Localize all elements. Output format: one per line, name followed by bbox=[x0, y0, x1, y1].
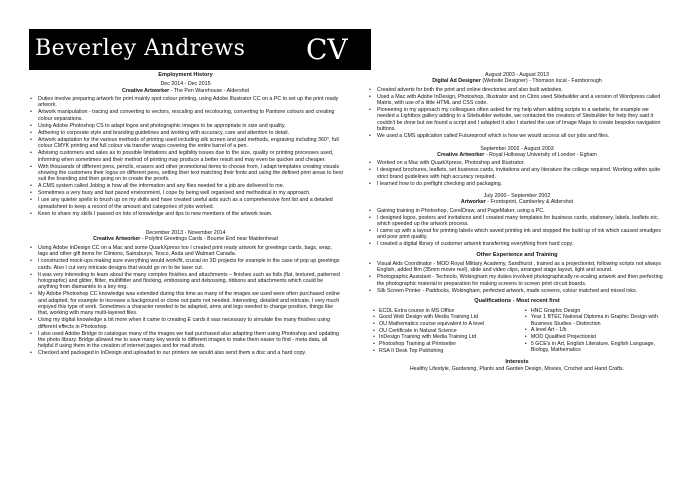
right-column bbox=[367, 72, 667, 372]
list-item: • Artwork manipulation - tracing and converting to vectors, rescaling and recolouring, converting to Pantone colours and creating colour separations. bbox=[38, 109, 343, 122]
list-item: • Photoshop Training at Printsetter bbox=[379, 341, 525, 347]
list-item: • I designed logos, posters and invitations and I created many templates for business cards, stationery, labels, leaflets etc. which speeded up the artwork process. bbox=[377, 215, 667, 228]
list-item: • Adhering to corporate style and branding guidelines and working with accuracy, care and attention to detail. bbox=[38, 130, 343, 136]
qualifications-left bbox=[373, 308, 525, 355]
other-experience-list bbox=[367, 261, 667, 294]
list-item: • We used a CMS application called Futureproof which is how we would access all our jobs and files. bbox=[377, 133, 667, 139]
job-duties bbox=[367, 208, 667, 248]
job-entry bbox=[28, 230, 343, 357]
list-item: • With thousands of different pens, pencils, erasers and other promotional items to choose from, I adapt templates creating visuals showing the customers their logos on different pens, setting their text matching their fonts and using the defined print areas to best suit the branding and then going on to create the proofs. bbox=[38, 164, 343, 183]
job-date: December 2013 - November 2014 bbox=[145, 230, 226, 237]
job-role: Artworker bbox=[460, 199, 486, 206]
qualifications-heading: Qualifications - Most recent first bbox=[474, 298, 560, 305]
list-item: • Silk Screen Printer - Paddocks, Wokingham, perfected artwork, made screens, colour matched and mixed inks. bbox=[377, 288, 667, 294]
job-date: July 2000 - September 2002 bbox=[483, 192, 551, 199]
job-entry bbox=[367, 72, 667, 140]
list-item: • I use any quieter spells to brush up on my skills and have created useful aids such as a comprehensive font list and a detailed spreadsheet to keep a record of the amount and categories of jobs worked. bbox=[38, 197, 343, 210]
interests-text: Healthy Lifestyle, Gardening, Plants and Garden Design, Movies, Crochet and Hand Crafts. bbox=[409, 366, 625, 373]
list-item: • Created adverts for both the print and online directories and also built websites. bbox=[377, 87, 667, 93]
left-column bbox=[28, 72, 343, 361]
list-item: • I constructed mock-ups making sure everything would work/fit, crucial on 3D projects for example in the case of pop up greetings cards. Also I cut very intricate designs that would go on to be laser cut. bbox=[38, 258, 343, 271]
list-item: • Year 1 BTEC National Diploma in Graphic Design with Business Studies - Distinction bbox=[531, 314, 667, 327]
job-role: Creative Artworker bbox=[437, 151, 485, 158]
job-date: Dec 2014 - Dec 2015 bbox=[160, 81, 211, 88]
job-role: Creative Artworker bbox=[93, 236, 141, 243]
list-item: • 5 GCE's in Art, English Literature, English Language, Biology, Mathematics bbox=[531, 341, 667, 354]
list-item: • Good Web Design with Media Training Ltd bbox=[379, 314, 525, 320]
job-duties bbox=[367, 160, 667, 187]
list-item: • Checked and packaged in InDesign and uploaded to our printers we would also send them a disc and a hard copy. bbox=[38, 350, 343, 356]
header-banner bbox=[29, 29, 371, 70]
list-item: • I also used Adobe Bridge to catalogue many of the images we had purchased also adapting them using Photoshop and updating the photo library. Bridge allowed me to save many key words to different images to make them easier to find - meta data, all helpful if using them in the creation of internet pages and for mail shots. bbox=[38, 331, 343, 350]
job-company: - Royal Holloway University of London - Egham bbox=[484, 151, 597, 158]
list-item: • Duties involve preparing artwork for print mainly spot colour printing, using Adobe Illustrator CC on a PC to set up the print ready artwork. bbox=[38, 96, 343, 109]
qualifications-list bbox=[367, 308, 667, 355]
list-item: • Used a Mac with Adobe InDesign, Photoshop, Illustrator and on Citrix used Sitebuilder and a version of Wordpress called Matrix, with use of a little HTML and CSS code. bbox=[377, 94, 667, 107]
qualifications-right bbox=[525, 308, 667, 355]
list-item: • I came up with a layout for printing labels which saved printing ink and stopped the build up of ink which caused smudges and poor print quality. bbox=[377, 228, 667, 241]
list-item: • Using my digital knowledge a bit more when it came to creating E cards it was necessary to simulate the many finishes using different effects in Photoshop. bbox=[38, 317, 343, 330]
list-item: • Keen to share my skills I passed on lots of knowledge and tips to new members of the artwork team. bbox=[38, 211, 343, 217]
list-item: • RSA II Desk Top Publishing bbox=[379, 348, 525, 354]
list-item: • I created a digital library of customer artwork transferring everything from hard copy. bbox=[377, 241, 667, 247]
list-item: • Using Adobe InDesign CC on a Mac and some QuarkXpress too I created print ready artwork for greetings cards, bags, wrap, tags and other gift items for Clintons, Sainsburys, Tesco, Asda and Walmart Canada. bbox=[38, 245, 343, 258]
job-date: September 2002 - August 2003 bbox=[480, 145, 554, 152]
job-duties bbox=[367, 87, 667, 140]
job-duties bbox=[28, 96, 343, 217]
job-company: - Polyfint Greetings Cards - Bourne End near Maidenhead bbox=[140, 236, 278, 243]
list-item: • OU Certificate in Natural Science bbox=[379, 328, 525, 334]
job-company: - Frontsprint, Camberley & Aldershot bbox=[485, 199, 574, 206]
list-item: • It was very interesting to learn about the many complex finishes and attachments – finishes such as foils (flat, textured, patterned holographic) and glitter, flitter, multiflitter and flocking, embossing and debossing, ribbons and attachments which could be anything from diamantés to a key ring. bbox=[38, 272, 343, 291]
job-duties bbox=[28, 245, 343, 357]
job-entry bbox=[367, 146, 667, 187]
list-item: • Worked on a Mac with QuarkXpress, Photoshop and Illustrator. bbox=[377, 160, 667, 166]
job-title bbox=[367, 152, 667, 158]
list-item: • I learned how to do preflight checking and packaging. bbox=[377, 181, 667, 187]
job-role: Creative Artworker bbox=[122, 87, 170, 94]
list-item: • I designed brochures, leaflets, set business cards, invitations and any literature the college required. Working within quite strict brand guidelines with high accuracy required. bbox=[377, 167, 667, 180]
employment-history-heading: Employment History bbox=[158, 72, 213, 78]
candidate-name: Beverley Andrews bbox=[35, 36, 246, 61]
list-item: • InDesign Training with Media Training Ltd bbox=[379, 334, 525, 340]
list-item: • HNC Graphic Design bbox=[531, 308, 667, 314]
job-company: (Website Designer) - Thomson local - Farnborough bbox=[480, 78, 602, 85]
cv-label: CV bbox=[306, 33, 348, 66]
list-item: • Visual Aids Coordinator - MOD Royal Military Academy, Sandhurst , trained as a projectionist, following scripts not always English, added film (35mm movie reel), slide and video clips, arranged stage layout, light and sound. bbox=[377, 261, 667, 274]
job-title bbox=[28, 236, 343, 242]
interests-heading: Interests bbox=[505, 358, 529, 365]
list-item: • Gaining training in Photoshop, CorelDraw, and PageMaker, using a PC. bbox=[377, 208, 667, 214]
list-item: • Sometimes a very busy and fast paced environment, I cope by being well organised and methodical in my approach. bbox=[38, 190, 343, 196]
list-item: • Artwork adaptation for the various methods of printing used including silk screen and pad methods, engraving including 360°, full colour CMYK printing and full colour via transfer wraps covering the entire barrel of a pen. bbox=[38, 137, 343, 150]
list-item: • A CMS system called Joblog is how all the information and any files needed for a job are delivered to me. bbox=[38, 183, 343, 189]
job-title bbox=[367, 78, 667, 84]
job-title bbox=[367, 199, 667, 205]
job-date: August 2003 - August 2013 bbox=[485, 72, 549, 78]
job-company: - The Pen Warehouse - Aldershot bbox=[169, 87, 249, 94]
list-item: • Photographic Assistant - Technolo, Wokingham my duties involved photographically re-scaling artwork and then perfecting the photographic material in preparation for making screens to screen print circuit boards. bbox=[377, 274, 667, 287]
job-title bbox=[28, 88, 343, 94]
list-item: • A level Art - 1/b bbox=[531, 327, 667, 333]
list-item: • Advising customers and sales as to possible limitations and legibility issues due to the size, quality or printing processes used, informing when sometimes and their method of printing may produce a better result and may even be quicker and cheaper. bbox=[38, 150, 343, 163]
list-item: • Using Adobe Photoshop CS to adapt logos and photographic images to be appropriate in size and quality. bbox=[38, 123, 343, 129]
job-entry bbox=[28, 81, 343, 217]
job-entry bbox=[367, 193, 667, 248]
other-experience-heading: Other Experience and Training bbox=[476, 251, 558, 258]
list-item: • OU Mathematics course equivalent to A level bbox=[379, 321, 525, 327]
list-item: • Pioneering in my approach my colleagues often asked for my help when adding scripts to a website, for example we needed a Lightbox gallery adding to a Sitebuilder website, we contacted the creators of Sitebuilder for help they said it couldn't be done but we found a script and I adapted it also I started the use of Image Maps to create bespoke navigation buttons. bbox=[377, 107, 667, 132]
list-item: • MOD Qualified Projectionist bbox=[531, 334, 667, 340]
job-role: Digital Ad Designer bbox=[432, 78, 481, 85]
list-item: • ECDL Extra course in MS Office bbox=[379, 308, 525, 314]
list-item: • My Adobe Photoshop CC knowledge was extended during this time as many of the images we used were often purchased online and adapted, for example to increase a background or clone out parts not needed. Interesting, detailed and intricate, I very much enjoyed this type of work. Sometimes a character needed to be adapted, arms and legs needed to change position, things like that, working with many multi-layered files. bbox=[38, 291, 343, 316]
